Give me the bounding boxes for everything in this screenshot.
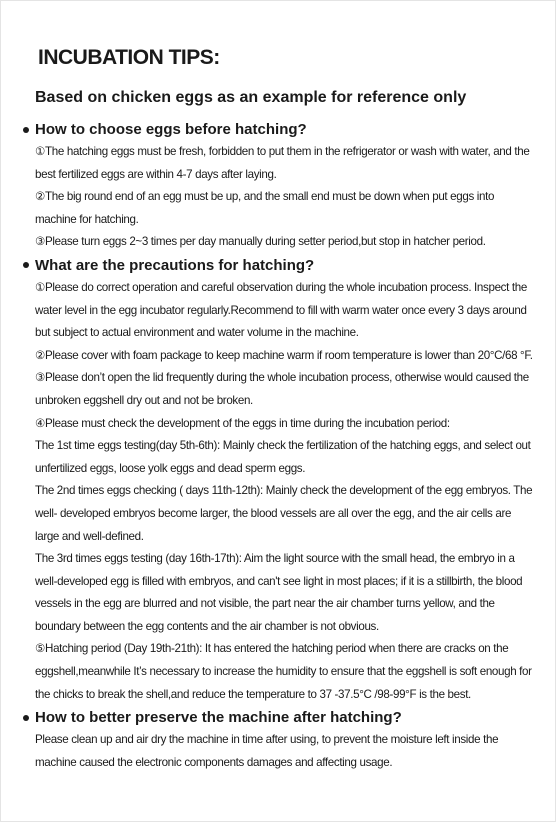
tip-paragraph: ①The hatching eggs must be fresh, forbidden to put them in the refrigerator or wash with water, and the best fertilized eggs are within 4-7 days after laying. (35, 145, 530, 181)
tips-content (23, 118, 533, 774)
tip-paragraph: ④Please must check the development of the eggs in time during the incubation period: (35, 416, 450, 430)
section-heading-text: How to better preserve the machine after hatching? (35, 709, 402, 727)
tip-paragraph: Please clean up and air dry the machine in time after using, to prevent the moisture left inside the machine caused the electronic components damages and affecting usage. (35, 733, 499, 769)
tip-paragraph: ①Please do correct operation and careful observation during the whole incubation process. Inspect the water level in the egg incubator regularly.Recommend to fill with warm water once every 3 days around but subject to actual environment and water volume in the machine. (35, 280, 527, 340)
section-heading (23, 118, 533, 141)
page-title: INCUBATION TIPS: (38, 46, 220, 69)
tip-paragraph: ③Please turn eggs 2~3 times per day manually during setter period,but stop in hatcher period. (35, 235, 486, 249)
section-heading-text: How to choose eggs before hatching? (35, 121, 307, 138)
section-choose-eggs (23, 118, 533, 254)
bullet-icon (23, 127, 29, 133)
bullet-icon (23, 715, 29, 721)
page-subtitle: Based on chicken eggs as an example for reference only (35, 89, 467, 106)
section-heading-text: What are the precautions for hatching? (35, 256, 315, 274)
section-heading (23, 706, 533, 729)
tip-paragraph: ②Please cover with foam package to keep machine warm if room temperature is lower than 20°C/68 °F. (35, 348, 533, 362)
section-preserve-machine (23, 706, 533, 774)
tip-paragraph: The 1st time eggs testing(day 5th-6th): Mainly check the fertilization of the hatching eggs, and select out unfertilized eggs, loose yolk eggs and dead sperm eggs. (35, 439, 531, 475)
tip-paragraph: ⑤Hatching period (Day 19th-21th): It has entered the hatching period when there are cracks on the eggshell,meanwhile It’s necessary to increase the humidity to ensure that the eggshell is soft enough for the chicks to break the shell,and reduce the temperature to 37 -37.5°C /98-99°F is the best. (35, 642, 532, 701)
section-precautions (23, 254, 533, 706)
bullet-icon (23, 262, 29, 268)
tip-paragraph: ③Please don’t open the lid frequently during the whole incubation process, otherwise would caused the unbroken eggshell dry out and not be broken. (35, 371, 529, 407)
tip-paragraph: The 2nd times eggs checking ( days 11th-12th): Mainly check the development of the egg embryos. The well- developed embryos become larger, the blood vessels are all over the egg, and the air cells are large and well-defined. (35, 484, 533, 543)
tip-paragraph: ②The big round end of an egg must be up, and the small end must be down when put eggs into machine for hatching. (35, 190, 495, 226)
section-heading (23, 254, 533, 277)
tip-paragraph: The 3rd times eggs testing (day 16th-17th): Aim the light source with the small head, the embryo in a well-developed egg is filled with embryos, and can't see light in most places; if it is a stillbirth, the blood vessels in the egg are blurred and not visible, the part near the air chamber turns yellow, and the boundary between the egg contents and the air chamber is not obvious. (35, 552, 523, 633)
